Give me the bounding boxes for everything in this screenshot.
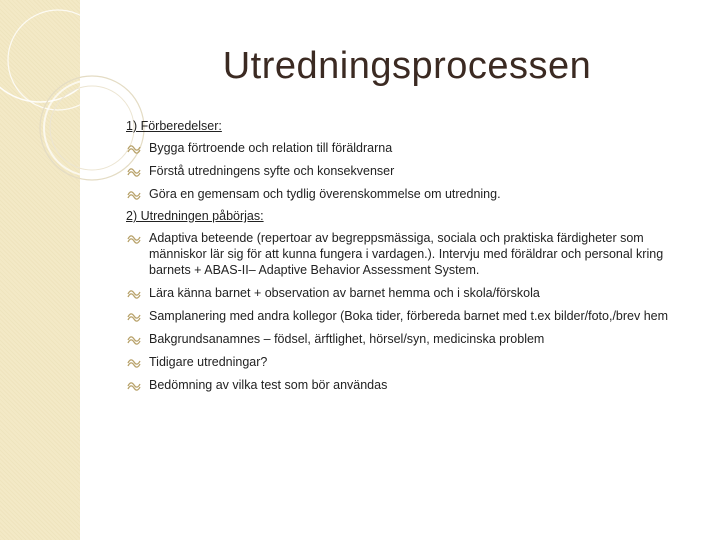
list-item-text: Bedömning av vilka test som bör användas [149, 378, 388, 392]
list-item [126, 230, 686, 278]
preparations-list [126, 140, 686, 202]
list-item-text: Bygga förtroende och relation till föräldrarna [149, 141, 393, 155]
bullet-icon [126, 230, 142, 246]
investigation-list [126, 230, 686, 393]
list-item [126, 377, 686, 393]
slide-title: Utredningsprocessen [222, 45, 592, 87]
bullet-icon [126, 308, 142, 324]
list-item-text: Förstå utredningens syfte och konsekvenser [149, 164, 395, 178]
list-item-text: Tidigare utredningar? [149, 355, 268, 369]
bullet-icon [126, 186, 142, 202]
bullet-icon [126, 331, 142, 347]
list-item-text: Bakgrundsanamnes – födsel, ärftlighet, hörsel/syn, medicinska problem [149, 332, 545, 346]
bullet-icon [126, 354, 142, 370]
list-item [126, 308, 686, 324]
section-heading-preparations: 1) Förberedelser: [126, 119, 222, 133]
list-item [126, 140, 686, 156]
slide-content [126, 118, 686, 400]
list-item-text: Adaptiva beteende (repertoar av begreppsmässiga, sociala och praktiska färdigheter som människor lär sig för att kunna fungera i vardagen.). Intervju med föräldrar och personal kring barnets + ABAS-II– Adaptive Behavior Assessment System. [149, 231, 664, 277]
list-item [126, 163, 686, 179]
bullet-icon [126, 163, 142, 179]
section-heading-investigation: 2) Utredningen påbörjas: [126, 209, 264, 223]
bullet-icon [126, 140, 142, 156]
bullet-icon [126, 377, 142, 393]
bullet-icon [126, 285, 142, 301]
list-item [126, 331, 686, 347]
list-item-text: Samplanering med andra kollegor (Boka tider, förbereda barnet med t.ex bilder/foto,/brev hem [149, 309, 669, 323]
list-item-text: Göra en gemensam och tydlig överenskommelse om utredning. [149, 187, 501, 201]
list-item-text: Lära känna barnet + observation av barnet hemma och i skola/förskola [149, 286, 540, 300]
list-item [126, 354, 686, 370]
list-item [126, 285, 686, 301]
list-item [126, 186, 686, 202]
